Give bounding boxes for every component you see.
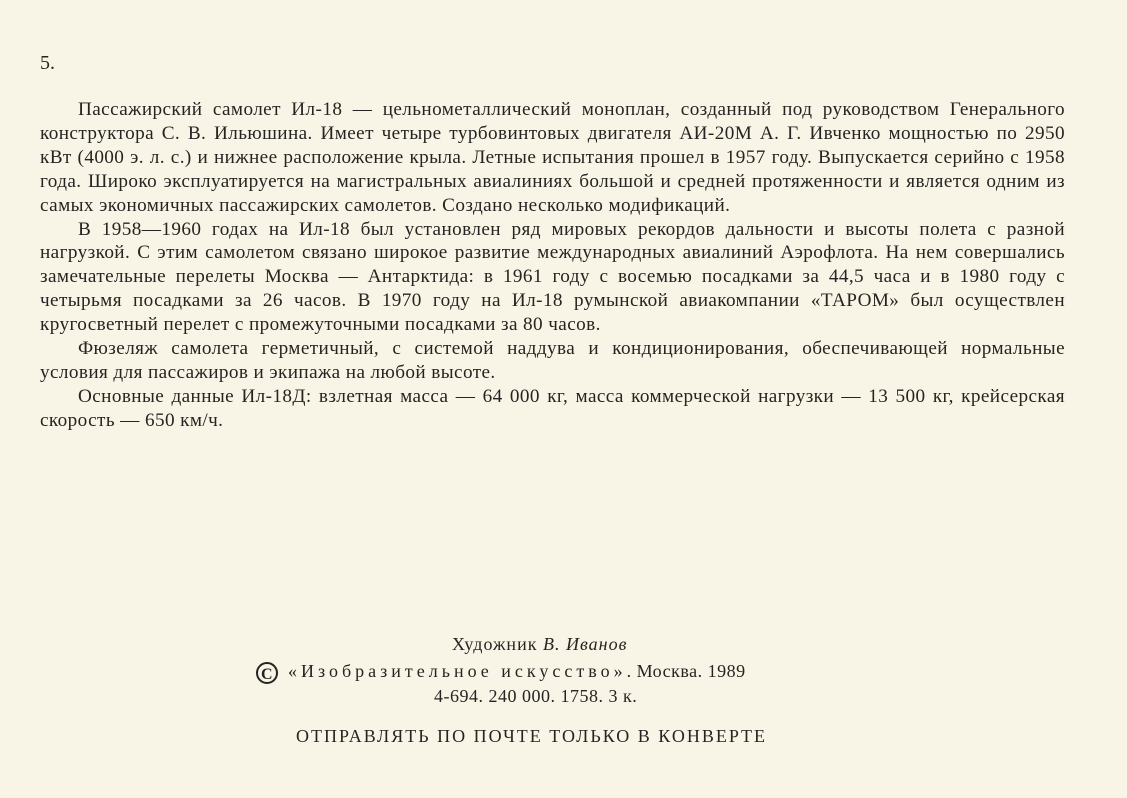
artist-line: [452, 634, 627, 655]
paragraph-description: Пассажирский самолет Ил-18 — цельнометаллический моноплан, созданный под руководством Генерального конструктора С. В. Ильюшина. Имеет четыре турбовинтовых двигателя АИ-20М А. Г. Ивченко мощностью по 2950 кВт (4000 э. л. с.) и нижнее расположение крыла. Летные испытания прошел в 1957 году. Выпускается серийно с 1958 года. Широко эксплуатируется на магистральных авиалиниях большой и средней протяженности и является одним из самых экономичных пассажирских самолетов. Создано несколько модификаций.: [40, 99, 1065, 216]
mail-note: ОТПРАВЛЯТЬ ПО ПОЧТЕ ТОЛЬКО В КОНВЕРТЕ: [296, 726, 768, 746]
artist-name: В. Иванов: [542, 634, 628, 654]
print-info: 4-694. 240 000. 1758. 3 к.: [434, 686, 638, 706]
publisher-name: «Изобразительное искусство»: [288, 661, 627, 681]
page-number: 5.: [40, 52, 55, 74]
paragraph-records: В 1958—1960 годах на Ил-18 был установлен ряд мировых рекордов дальности и высоты полета с разной нагрузкой. С этим самолетом связано широкое развитие международных авиалиний Аэрофлота. На нем совершались замечательные перелеты Москва — Антарктида: в 1961 году с восемью посадками за 44,5 часа и в 1980 году с четырьмя посадками за 26 часов. В 1970 году на Ил-18 румынской авиакомпании «ТАРОМ» был осуществлен кругосветный перелет с промежуточными посадками за 80 часов.: [40, 218, 1065, 336]
publisher-line: [256, 661, 746, 684]
artist-label: Художник: [452, 634, 538, 654]
body-text: [40, 98, 1065, 433]
copyright-icon: C: [256, 662, 278, 684]
paragraph-specs: Основные данные Ил-18Д: взлетная масса — 64 000 кг, масса коммерческой нагрузки — 13 500 кг, крейсерская скорость — 650 км/ч.: [40, 385, 1065, 431]
paragraph-fuselage: Фюзеляж самолета герметичный, с системой наддува и кондиционирования, обеспечивающей нормальные условия для пассажиров и экипажа на любой высоте.: [40, 338, 1065, 383]
publisher-city-year: . Москва. 1989: [626, 661, 746, 681]
